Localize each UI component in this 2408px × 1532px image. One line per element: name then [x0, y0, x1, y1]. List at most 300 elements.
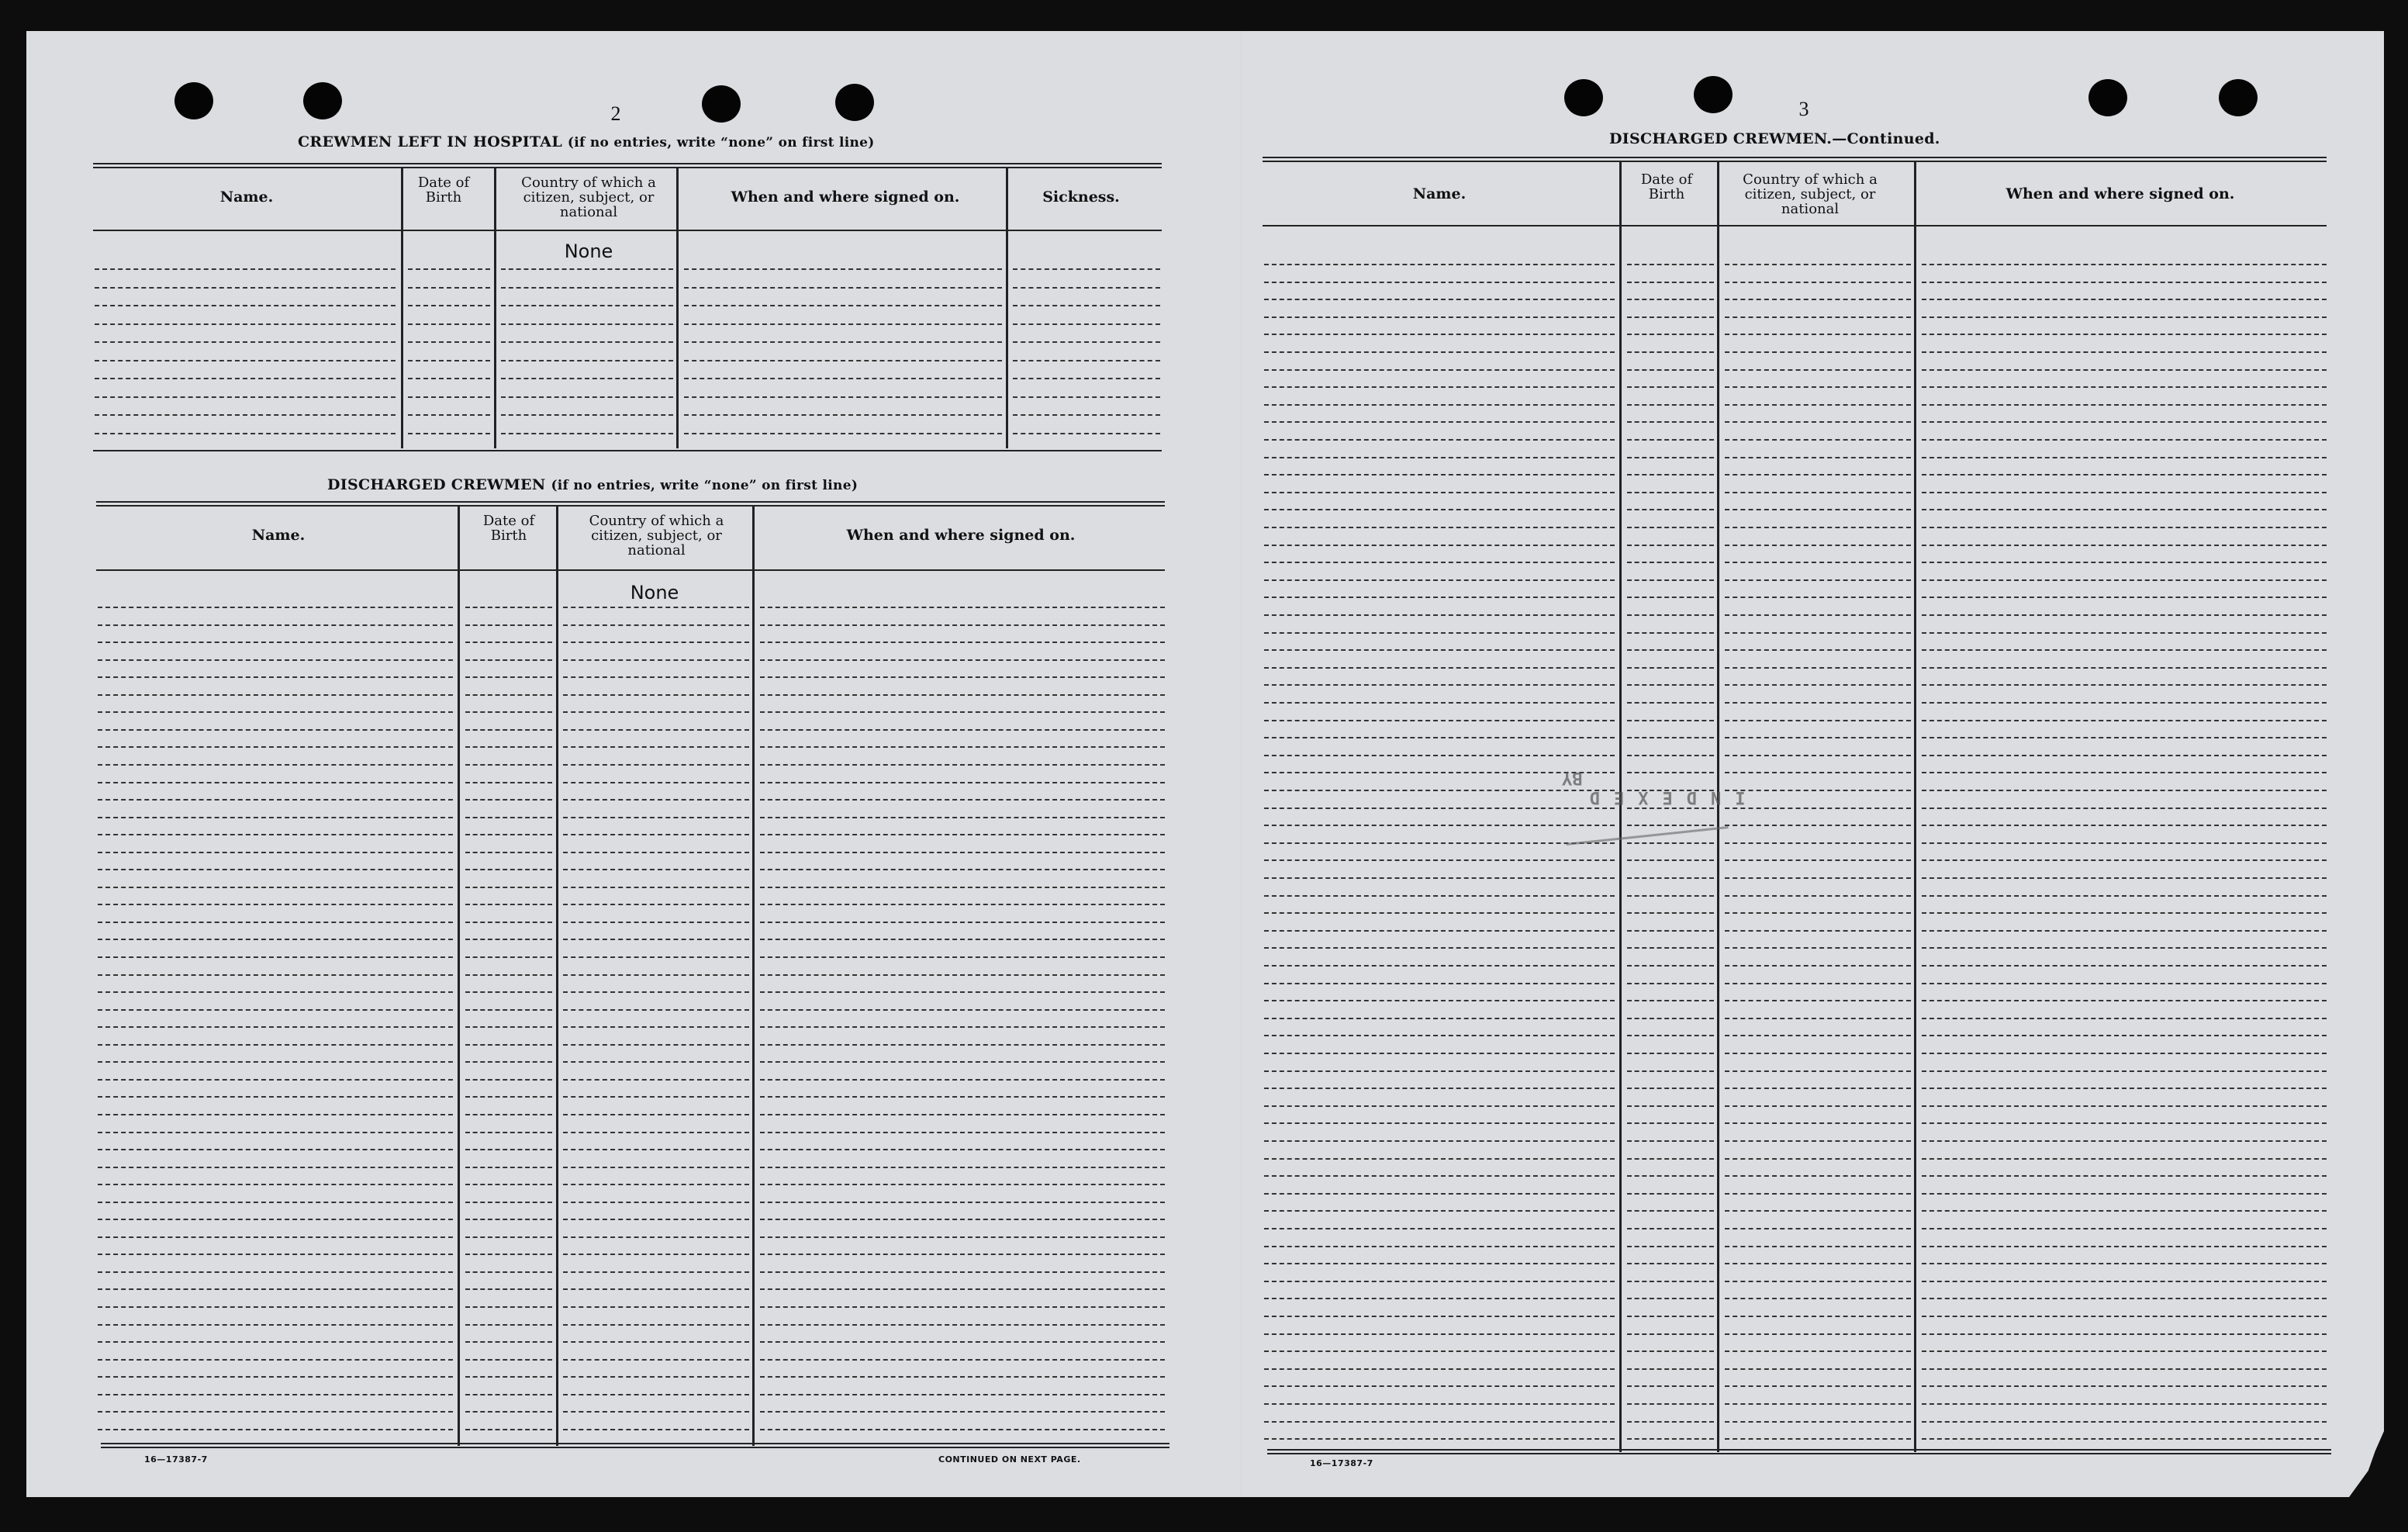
- blank-entry-line: [98, 1219, 453, 1220]
- blank-entry-line: [563, 607, 749, 608]
- blank-entry-line: [1922, 737, 2327, 738]
- blank-entry-line: [1922, 509, 2327, 510]
- document-sheet: [26, 31, 2384, 1497]
- blank-entry-line: [1922, 404, 2327, 406]
- blank-entry-line: [1725, 1140, 1911, 1142]
- blank-entry-line: [1725, 1158, 1911, 1160]
- blank-entry-line: [563, 1324, 749, 1326]
- blank-entry-line: [98, 1341, 453, 1343]
- blank-entry-line: [563, 1394, 749, 1395]
- blank-entry-line: [1264, 684, 1615, 686]
- discharged-bottom-rule: [101, 1443, 1169, 1448]
- blank-entry-line: [1013, 305, 1160, 306]
- blank-entry-line: [1264, 755, 1615, 756]
- blank-entry-line: [760, 1202, 1165, 1203]
- blank-entry-line: [1922, 1140, 2327, 1142]
- blank-entry-line: [1922, 1263, 2327, 1264]
- hospital-col-country: Country of which a citizen, subject, or national: [521, 175, 656, 220]
- blank-entry-line: [465, 746, 552, 748]
- blank-entry-line: [465, 1184, 552, 1185]
- blank-entry-line: [1627, 737, 1714, 738]
- blank-entry-line: [563, 642, 749, 643]
- blank-entry-line: [760, 904, 1165, 905]
- blank-entry-line: [1725, 825, 1911, 826]
- blank-entry-line: [1725, 1368, 1911, 1370]
- blank-entry-line: [1627, 859, 1714, 861]
- hospital-col-divider: [401, 168, 403, 448]
- discharged-col-name: Name.: [251, 527, 306, 544]
- blank-entry-line: [1922, 545, 2327, 546]
- blank-entry-line: [1627, 1070, 1714, 1072]
- blank-entry-line: [465, 1114, 552, 1115]
- blank-entry-line: [1264, 1070, 1615, 1072]
- blank-entry-line: [1922, 947, 2327, 949]
- blank-entry-line: [1725, 492, 1911, 493]
- blank-entry-line: [760, 1429, 1165, 1430]
- blank-entry-line: [1922, 264, 2327, 265]
- blank-entry-line: [1725, 859, 1911, 861]
- blank-entry-line: [1922, 720, 2327, 721]
- blank-entry-line: [1627, 1088, 1714, 1089]
- blank-entry-line: [1627, 1298, 1714, 1299]
- blank-entry-line: [1922, 1403, 2327, 1405]
- blank-entry-line: [760, 1324, 1165, 1326]
- blank-entry-line: [1922, 597, 2327, 598]
- blank-entry-line: [563, 1096, 749, 1098]
- blank-entry-line: [98, 676, 453, 678]
- blank-entry-line: [563, 1026, 749, 1028]
- blank-entry-line: [1264, 1105, 1615, 1107]
- blank-entry-line: [760, 1079, 1165, 1081]
- blank-entry-line: [1627, 386, 1714, 388]
- blank-entry-line: [1627, 1193, 1714, 1195]
- blank-entry-line: [465, 1061, 552, 1063]
- blank-entry-line: [1725, 1000, 1911, 1001]
- blank-entry-line: [1264, 509, 1615, 510]
- hospital-section-title: [298, 133, 875, 150]
- torn-corner: [2349, 1431, 2384, 1497]
- right-col-dob: Date of Birth: [1640, 171, 1693, 202]
- blank-entry-line: [684, 433, 1002, 434]
- blank-entry-line: [1922, 632, 2327, 634]
- blank-entry-line: [98, 1044, 453, 1046]
- blank-entry-line: [760, 1376, 1165, 1378]
- blank-entry-line: [98, 1096, 453, 1098]
- blank-entry-line: [1725, 386, 1911, 388]
- punch-hole: [1694, 76, 1733, 113]
- blank-entry-line: [408, 323, 490, 325]
- blank-entry-line: [563, 711, 749, 713]
- blank-entry-line: [1627, 1368, 1714, 1370]
- blank-entry-line: [1725, 1438, 1911, 1440]
- blank-entry-line: [465, 974, 552, 976]
- form-number-right: 16—17387-7: [1310, 1458, 1373, 1468]
- blank-entry-line: [1725, 1281, 1911, 1282]
- blank-entry-line: [1922, 579, 2327, 581]
- blank-entry-line: [465, 642, 552, 643]
- blank-entry-line: [1264, 825, 1615, 826]
- blank-entry-line: [1725, 282, 1911, 283]
- blank-entry-line: [1922, 1018, 2327, 1019]
- blank-entry-line: [760, 711, 1165, 713]
- blank-entry-line: [1725, 1298, 1911, 1299]
- blank-entry-line: [1922, 614, 2327, 616]
- blank-entry-line: [563, 1132, 749, 1133]
- form-number-left: 16—17387-7: [144, 1454, 208, 1465]
- blank-entry-line: [1627, 509, 1714, 510]
- blank-entry-line: [465, 1359, 552, 1361]
- blank-entry-line: [1725, 369, 1911, 371]
- blank-entry-line: [1264, 1385, 1615, 1387]
- blank-entry-line: [563, 974, 749, 976]
- blank-entry-line: [501, 341, 673, 343]
- punch-hole: [702, 85, 741, 123]
- blank-entry-line: [760, 1288, 1165, 1290]
- blank-entry-line: [1725, 755, 1911, 756]
- blank-entry-line: [760, 1026, 1165, 1028]
- blank-entry-line: [760, 1394, 1165, 1395]
- blank-entry-line: [1264, 877, 1615, 879]
- blank-entry-line: [95, 378, 396, 379]
- blank-entry-line: [1627, 545, 1714, 546]
- blank-entry-line: [1725, 1421, 1911, 1423]
- blank-entry-line: [465, 799, 552, 801]
- blank-entry-line: [1264, 597, 1615, 598]
- blank-entry-line: [95, 396, 396, 398]
- blank-entry-line: [1627, 527, 1714, 528]
- blank-entry-line: [98, 956, 453, 958]
- blank-entry-line: [760, 852, 1165, 853]
- blank-entry-line: [1013, 414, 1160, 416]
- blank-entry-line: [760, 676, 1165, 678]
- blank-entry-line: [1627, 1105, 1714, 1107]
- hospital-first-entry: None: [564, 240, 613, 262]
- blank-entry-line: [98, 1324, 453, 1326]
- blank-entry-line: [1922, 807, 2327, 809]
- blank-entry-line: [1725, 316, 1911, 318]
- blank-entry-line: [98, 711, 453, 713]
- right-bottom-rule: [1267, 1449, 2331, 1454]
- right-col-name: Name.: [1412, 185, 1467, 202]
- blank-entry-line: [1725, 439, 1911, 441]
- blank-entry-line: [465, 1306, 552, 1308]
- blank-entry-line: [95, 360, 396, 361]
- blank-entry-line: [1264, 1175, 1615, 1177]
- blank-entry-line: [95, 341, 396, 343]
- blank-entry-line: [98, 624, 453, 626]
- blank-entry-line: [1725, 842, 1911, 844]
- punch-hole: [1564, 79, 1603, 116]
- blank-entry-line: [1922, 842, 2327, 844]
- blank-entry-line: [95, 287, 396, 289]
- blank-entry-line: [1627, 1018, 1714, 1019]
- blank-entry-line: [1922, 421, 2327, 423]
- blank-entry-line: [408, 396, 490, 398]
- blank-entry-line: [1922, 825, 2327, 826]
- blank-entry-line: [1922, 1175, 2327, 1177]
- blank-entry-line: [408, 268, 490, 270]
- blank-entry-line: [1725, 527, 1911, 528]
- blank-entry-line: [1725, 474, 1911, 476]
- blank-entry-line: [1264, 527, 1615, 528]
- blank-entry-line: [1922, 790, 2327, 791]
- blank-entry-line: [1922, 912, 2327, 914]
- blank-entry-line: [1725, 1385, 1911, 1387]
- blank-entry-line: [1264, 421, 1615, 423]
- blank-entry-line: [501, 323, 673, 325]
- blank-entry-line: [1725, 877, 1911, 879]
- blank-entry-line: [1627, 1000, 1714, 1001]
- blank-entry-line: [760, 694, 1165, 696]
- blank-entry-line: [760, 624, 1165, 626]
- blank-entry-line: [563, 869, 749, 870]
- blank-entry-line: [1922, 1228, 2327, 1229]
- blank-entry-line: [1627, 667, 1714, 669]
- blank-entry-line: [1922, 1333, 2327, 1335]
- blank-entry-line: [1264, 369, 1615, 371]
- punch-hole: [835, 84, 874, 121]
- blank-entry-line: [1627, 299, 1714, 300]
- blank-entry-line: [1627, 1333, 1714, 1335]
- blank-entry-line: [1627, 965, 1714, 967]
- blank-entry-line: [1264, 1438, 1615, 1440]
- blank-entry-line: [563, 1149, 749, 1150]
- blank-entry-line: [1627, 807, 1714, 809]
- blank-entry-line: [465, 624, 552, 626]
- stamp-line2: BY: [1562, 768, 1583, 787]
- blank-entry-line: [465, 922, 552, 923]
- blank-entry-line: [98, 729, 453, 731]
- blank-entry-line: [95, 268, 396, 270]
- blank-entry-line: [563, 1306, 749, 1308]
- blank-entry-line: [1627, 562, 1714, 563]
- blank-entry-line: [1627, 755, 1714, 756]
- blank-entry-line: [1627, 474, 1714, 476]
- blank-entry-line: [1627, 264, 1714, 265]
- blank-entry-line: [760, 1359, 1165, 1361]
- blank-entry-line: [1922, 1421, 2327, 1423]
- blank-entry-line: [1264, 737, 1615, 738]
- blank-entry-line: [408, 378, 490, 379]
- blank-entry-line: [98, 1079, 453, 1081]
- blank-entry-line: [1725, 1035, 1911, 1036]
- blank-entry-line: [1922, 1298, 2327, 1299]
- discharged-col-dob: Date of Birth: [482, 513, 535, 544]
- blank-entry-line: [95, 323, 396, 325]
- blank-entry-line: [760, 746, 1165, 748]
- blank-entry-line: [760, 922, 1165, 923]
- blank-entry-line: [760, 659, 1165, 661]
- blank-entry-line: [1013, 433, 1160, 434]
- blank-entry-line: [1922, 386, 2327, 388]
- blank-entry-line: [98, 1184, 453, 1185]
- blank-entry-line: [1264, 316, 1615, 318]
- blank-entry-line: [1725, 1210, 1911, 1212]
- blank-entry-line: [563, 852, 749, 853]
- blank-entry-line: [98, 1114, 453, 1115]
- blank-entry-line: [1725, 614, 1911, 616]
- blank-entry-line: [1922, 1088, 2327, 1089]
- blank-entry-line: [1725, 947, 1911, 949]
- blank-entry-line: [760, 1044, 1165, 1046]
- blank-entry-line: [501, 414, 673, 416]
- blank-entry-line: [1725, 1070, 1911, 1072]
- blank-entry-line: [563, 1009, 749, 1011]
- blank-entry-line: [760, 1096, 1165, 1098]
- blank-entry-line: [95, 305, 396, 306]
- blank-entry-line: [98, 1376, 453, 1378]
- discharged-title-note: (if no entries, write “none” on first line): [551, 478, 859, 493]
- blank-entry-line: [501, 396, 673, 398]
- blank-entry-line: [563, 922, 749, 923]
- blank-entry-line: [98, 1009, 453, 1011]
- blank-entry-line: [465, 607, 552, 608]
- blank-entry-line: [1627, 1035, 1714, 1036]
- blank-entry-line: [98, 1202, 453, 1203]
- blank-entry-line: [1725, 351, 1911, 353]
- blank-entry-line: [98, 991, 453, 993]
- blank-entry-line: [1627, 1403, 1714, 1405]
- blank-entry-line: [465, 1411, 552, 1413]
- blank-entry-line: [1264, 842, 1615, 844]
- right-col-divider: [1914, 161, 1916, 1452]
- blank-entry-line: [563, 1044, 749, 1046]
- blank-entry-line: [1264, 1018, 1615, 1019]
- blank-entry-line: [1264, 895, 1615, 897]
- blank-entry-line: [760, 991, 1165, 993]
- blank-entry-line: [1725, 562, 1911, 563]
- blank-entry-line: [465, 1202, 552, 1203]
- blank-entry-line: [98, 1429, 453, 1430]
- blank-entry-line: [1725, 1053, 1911, 1054]
- continued-note: CONTINUED ON NEXT PAGE.: [938, 1454, 1081, 1465]
- blank-entry-line: [684, 305, 1002, 306]
- blank-entry-line: [1922, 439, 2327, 441]
- blank-entry-line: [1264, 983, 1615, 984]
- blank-entry-line: [1627, 1175, 1714, 1177]
- blank-entry-line: [1922, 667, 2327, 669]
- blank-entry-line: [98, 1167, 453, 1168]
- blank-entry-line: [563, 991, 749, 993]
- blank-entry-line: [465, 729, 552, 731]
- blank-entry-line: [760, 887, 1165, 888]
- blank-entry-line: [1627, 1210, 1714, 1212]
- blank-entry-line: [465, 1341, 552, 1343]
- blank-entry-line: [1013, 378, 1160, 379]
- blank-entry-line: [760, 799, 1165, 801]
- blank-entry-line: [563, 1114, 749, 1115]
- hospital-col-sickness: Sickness.: [1042, 188, 1120, 206]
- blank-entry-line: [1627, 1438, 1714, 1440]
- blank-entry-line: [501, 378, 673, 379]
- blank-entry-line: [1922, 1438, 2327, 1440]
- right-col-divider: [1619, 161, 1622, 1452]
- blank-entry-line: [98, 974, 453, 976]
- blank-entry-line: [465, 852, 552, 853]
- blank-entry-line: [1922, 527, 2327, 528]
- blank-entry-line: [1922, 1210, 2327, 1212]
- blank-entry-line: [1922, 1070, 2327, 1072]
- blank-entry-line: [1725, 1175, 1911, 1177]
- blank-entry-line: [1264, 1333, 1615, 1335]
- blank-entry-line: [98, 1149, 453, 1150]
- blank-entry-line: [1264, 1316, 1615, 1317]
- blank-entry-line: [1264, 632, 1615, 634]
- blank-entry-line: [684, 378, 1002, 379]
- blank-entry-line: [1922, 492, 2327, 493]
- blank-entry-line: [1264, 859, 1615, 861]
- blank-entry-line: [1725, 579, 1911, 581]
- blank-entry-line: [1922, 983, 2327, 984]
- blank-entry-line: [760, 974, 1165, 976]
- blank-entry-line: [1627, 983, 1714, 984]
- blank-entry-line: [1922, 859, 2327, 861]
- blank-entry-line: [1627, 579, 1714, 581]
- blank-entry-line: [465, 1288, 552, 1290]
- blank-entry-line: [465, 1026, 552, 1028]
- blank-entry-line: [465, 1254, 552, 1255]
- blank-entry-line: [1922, 1193, 2327, 1195]
- blank-entry-line: [98, 852, 453, 853]
- blank-entry-line: [98, 1132, 453, 1133]
- blank-entry-line: [563, 676, 749, 678]
- discharged-col-divider: [556, 506, 558, 1446]
- blank-entry-line: [98, 1288, 453, 1290]
- blank-entry-line: [1264, 1263, 1615, 1264]
- blank-entry-line: [1922, 1105, 2327, 1107]
- blank-entry-line: [563, 729, 749, 731]
- blank-entry-line: [1725, 1193, 1911, 1195]
- blank-entry-line: [1725, 1122, 1911, 1124]
- blank-entry-line: [1627, 1053, 1714, 1054]
- blank-entry-line: [760, 1219, 1165, 1220]
- blank-entry-line: [760, 782, 1165, 783]
- blank-entry-line: [1627, 614, 1714, 616]
- blank-entry-line: [563, 764, 749, 766]
- blank-entry-line: [465, 904, 552, 905]
- blank-entry-line: [465, 1219, 552, 1220]
- blank-entry-line: [465, 1167, 552, 1168]
- blank-entry-line: [465, 1324, 552, 1326]
- blank-entry-line: [98, 1411, 453, 1413]
- blank-entry-line: [563, 799, 749, 801]
- blank-entry-line: [1922, 1035, 2327, 1036]
- blank-entry-line: [563, 624, 749, 626]
- blank-entry-line: [1725, 1018, 1911, 1019]
- blank-entry-line: [1627, 369, 1714, 371]
- blank-entry-line: [1922, 649, 2327, 651]
- blank-entry-line: [98, 694, 453, 696]
- blank-entry-line: [1013, 341, 1160, 343]
- blank-entry-line: [1725, 509, 1911, 510]
- blank-entry-line: [1264, 1210, 1615, 1212]
- blank-entry-line: [465, 1149, 552, 1150]
- blank-entry-line: [465, 694, 552, 696]
- blank-entry-line: [465, 711, 552, 713]
- blank-entry-line: [1627, 439, 1714, 441]
- blank-entry-line: [563, 1202, 749, 1203]
- blank-entry-line: [563, 817, 749, 818]
- blank-entry-line: [1264, 649, 1615, 651]
- blank-entry-line: [563, 956, 749, 958]
- discharged-section-title: [327, 476, 858, 493]
- blank-entry-line: [1627, 720, 1714, 721]
- blank-entry-line: [1922, 299, 2327, 300]
- blank-entry-line: [1264, 1000, 1615, 1001]
- blank-entry-line: [1627, 1316, 1714, 1317]
- blank-entry-line: [563, 694, 749, 696]
- blank-entry-line: [1264, 965, 1615, 967]
